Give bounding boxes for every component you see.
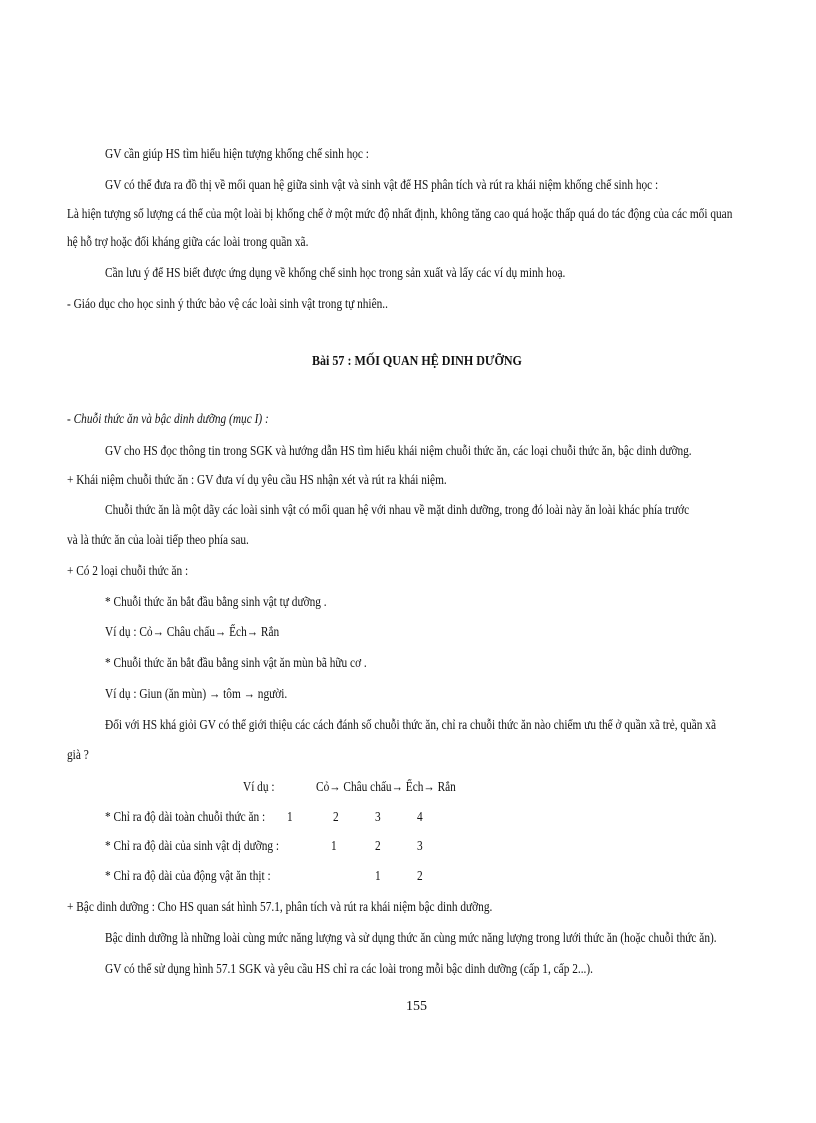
table-cell: 1 (331, 838, 337, 853)
paragraph-figure-usage: GV có thể sử dụng hình 57.1 SGK và yêu cầu HS chỉ ra các loài trong mỗi bậc dinh dưỡng (cấp 1, cấp 2...). (105, 961, 594, 976)
table-cell: 1 (287, 809, 293, 824)
paragraph-example-1: Ví dụ : Cỏ→ Châu chấu→ Ếch→ Rắn (105, 624, 280, 639)
subsection-heading: - Chuỗi thức ăn và bậc dinh dưỡng (mục I) : (67, 411, 269, 426)
paragraph-graph-suggestion: GV có thể đưa ra đồ thị về mối quan hệ giữa sinh vật và sinh vật để HS phân tích và rút ra khái niệm khống chế sinh học : (105, 177, 659, 192)
paragraph-definition-line2: hệ hỗ trợ hoặc đối kháng giữa các loài trong quần xã. (67, 234, 309, 249)
paragraph-example-2: Ví dụ : Giun (ăn mùn) → tôm → người. (105, 686, 288, 701)
table-cell: 3 (417, 838, 423, 853)
table-cell: 2 (333, 809, 339, 824)
paragraph-definition-line1: Là hiện tượng số lượng cá thể của một loài bị khống chế ở một mức độ nhất định, không tăng cao quá hoặc thấp quá do tác động của các mối quan (67, 206, 733, 221)
table-cell: 4 (417, 809, 423, 824)
table-header-label: Ví dụ : (243, 779, 275, 794)
paragraph-food-chain-concept: + Khái niệm chuỗi thức ăn : GV đưa ví dụ yêu cầu HS nhận xét và rút ra khái niệm. (67, 472, 447, 487)
paragraph-advanced-students-line1: Đối với HS khá giỏi GV có thể giới thiệu các cách đánh số chuỗi thức ăn, chỉ ra chuỗi thức ăn nào chiếm ưu thế ở quần xã trẻ, quần xã (105, 717, 716, 732)
table-row-label: * Chỉ ra độ dài của sinh vật dị dưỡng : (105, 838, 280, 853)
paragraph-trophic-level-intro: + Bậc dinh dưỡng : Cho HS quan sát hình 57.1, phân tích và rút ra khái niệm bậc dinh dưỡng. (67, 899, 493, 914)
table-cell: 1 (375, 868, 381, 883)
paragraph-food-chain-def-line2: và là thức ăn của loài tiếp theo phía sau. (67, 532, 249, 547)
table-row-label: * Chỉ ra độ dài toàn chuỗi thức ăn : (105, 809, 266, 824)
table-row-label: * Chỉ ra độ dài của động vật ăn thịt : (105, 868, 271, 883)
paragraph-advanced-students-line2: già ? (67, 747, 89, 762)
table-cell: 3 (375, 809, 381, 824)
paragraph-food-chain-def-line1: Chuỗi thức ăn là một dãy các loài sinh vật có mối quan hệ với nhau về mặt dinh dưỡng, trong đó loài này ăn loài khác phía trước (105, 502, 690, 517)
paragraph-trophic-level-def: Bậc dinh dưỡng là những loài cùng mức năng lượng và sử dụng thức ăn cùng mức năng lượng trong lưới thức ăn (hoặc chuỗi thức ăn). (105, 930, 717, 945)
paragraph-biological-control-intro: GV cần giúp HS tìm hiểu hiện tượng khống chế sinh học : (105, 146, 369, 161)
table-cell: 2 (417, 868, 423, 883)
paragraph-reading-instructions: GV cho HS đọc thông tin trong SGK và hướng dẫn HS tìm hiểu khái niệm chuỗi thức ăn, các loại chuỗi thức ăn, bậc dinh dưỡng. (105, 443, 692, 458)
page-number: 155 (406, 999, 427, 1014)
paragraph-autotroph-chain: * Chuỗi thức ăn bắt đầu bằng sinh vật tự dưỡng . (105, 594, 327, 609)
section-title: Bài 57 : MỐI QUAN HỆ DINH DƯỠNG (312, 354, 522, 369)
table-header-chain: Cỏ→ Châu chấu→ Ếch→ Rắn (316, 779, 456, 794)
paragraph-chain-types: + Có 2 loại chuỗi thức ăn : (67, 563, 189, 578)
paragraph-detritus-chain: * Chuỗi thức ăn bắt đầu bằng sinh vật ăn mùn bã hữu cơ . (105, 655, 367, 670)
paragraph-application-note: Cần lưu ý để HS biết được ứng dụng về khống chế sinh học trong sản xuất và lấy các ví dụ minh hoạ. (105, 265, 566, 280)
table-cell: 2 (375, 838, 381, 853)
paragraph-education-note: - Giáo dục cho học sinh ý thức bảo vệ các loài sinh vật trong tự nhiên.. (67, 296, 388, 311)
